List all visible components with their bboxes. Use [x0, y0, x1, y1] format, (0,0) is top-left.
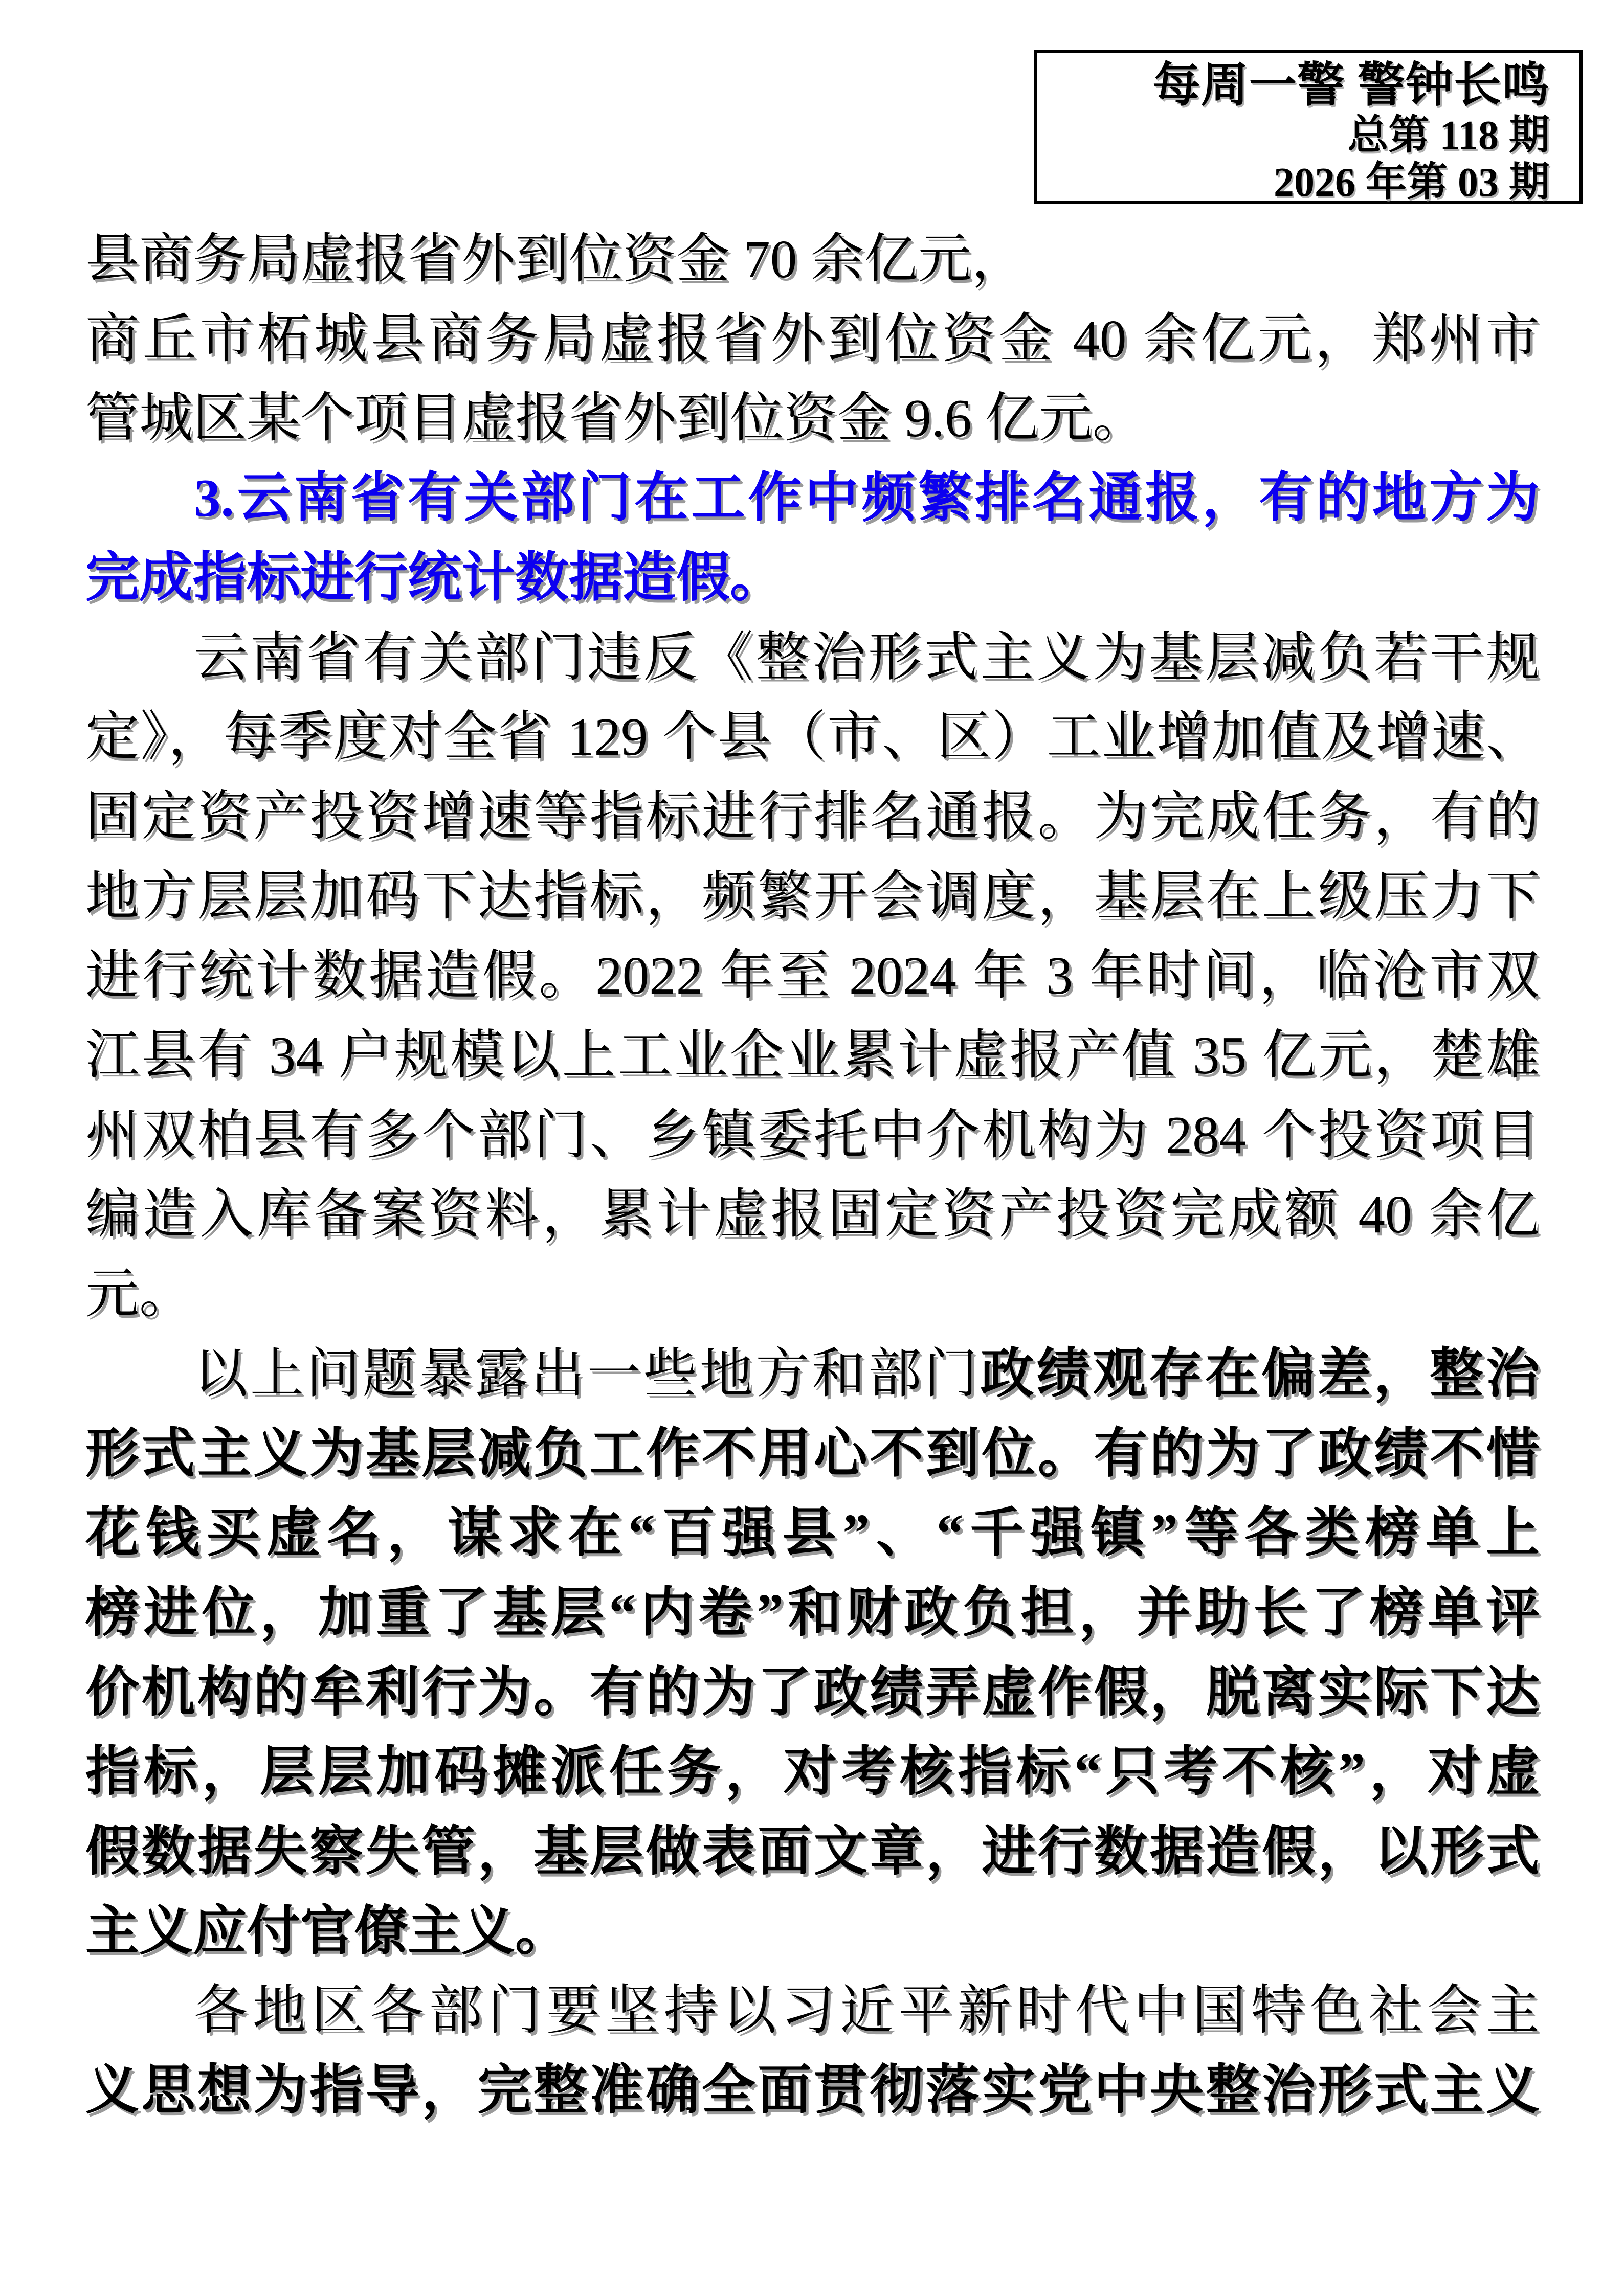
body-text: 价机构的牟利行为。有的为了政绩弄虚作假，脱离实际下达 [85, 1662, 1540, 1722]
body-text: 形式主义为基层减负工作不用心不到位。有的为了政绩不惜 [85, 1424, 1540, 1483]
text-line [85, 859, 1540, 938]
text-line [85, 1894, 1540, 1973]
body-text: 定》，每季度对全省 129 个县（市、区）工业增加值及增速、 [85, 707, 1540, 767]
body-text: 以上问题暴露出一些地方和部门 [194, 1344, 981, 1404]
body-text: 地方层层加码下达指标，频繁开会调度，基层在上级压力下 [85, 866, 1540, 926]
text-line [85, 1097, 1540, 1177]
body-text: 元。 [85, 1264, 193, 1324]
text-line [85, 620, 1540, 700]
text-line [85, 1336, 1540, 1416]
text-line [85, 380, 1540, 460]
body-text: 县商务局虚报省外到位资金 70 余亿元， [85, 229, 1026, 289]
text-line [85, 1575, 1540, 1655]
text-line [85, 1495, 1540, 1575]
body-text: 管城区某个项目虚报省外到位资金 9.6 亿元。 [85, 388, 1146, 448]
body-text: 商丘市柘城县商务局虚报省外到位资金 40 余亿元，郑州市 [85, 309, 1540, 369]
text-line [85, 1018, 1540, 1097]
body-text: 政绩观存在偏差，整治 [980, 1344, 1540, 1404]
body-text: 主义应付官僚主义。 [85, 1901, 569, 1961]
body-text: 编造入库备案资料，累计虚报固定资产投资完成额 40 余亿 [85, 1184, 1540, 1244]
body-text: 州双柏县有多个部门、乡镇委托中介机构为 284 个投资项目 [85, 1105, 1540, 1165]
body-text: 固定资产投资增速等指标进行排名通报。为完成任务，有的 [85, 786, 1540, 846]
body-text: 假数据失察失管，基层做表面文章，进行数据造假，以形式 [85, 1821, 1540, 1881]
text-line [85, 938, 1540, 1018]
text-line [85, 540, 1540, 620]
issue-total-number: 总第 118 期 [1347, 113, 1550, 158]
text-line [85, 221, 1540, 301]
highlighted-heading-text: 完成指标进行统计数据造假。 [85, 548, 784, 607]
text-line [85, 460, 1540, 540]
text-line [85, 1734, 1540, 1814]
text-line [85, 699, 1540, 779]
text-line [85, 1256, 1540, 1336]
body-text: 指标，层层加码摊派任务，对考核指标“只考不核”，对虚 [85, 1742, 1540, 1802]
text-line [85, 1973, 1540, 2053]
highlighted-heading-text: 3.云南省有关部门在工作中频繁排名通报，有的地方为 [194, 468, 1540, 528]
text-line [85, 301, 1540, 381]
text-line [85, 2053, 1540, 2132]
bulletin-title: 每周一警 警钟长鸣 [1152, 59, 1550, 112]
body-text: 榜进位，加重了基层“内卷”和财政负担，并助长了榜单评 [85, 1583, 1540, 1642]
text-line [85, 1814, 1540, 1894]
text-line [85, 1177, 1540, 1256]
issue-year-number: 2026 年第 03 期 [1274, 160, 1550, 205]
body-text: 花钱买虚名，谋求在“百强县”、“千强镇”等各类榜单上 [85, 1503, 1540, 1563]
body-text: 江县有 34 户规模以上工业企业累计虚报产值 35 亿元，楚雄 [85, 1025, 1540, 1085]
body-text: 各地区各部门要坚持以习近平新时代中国特色社会主 [194, 1980, 1540, 2040]
text-line [85, 779, 1540, 859]
text-line [85, 1416, 1540, 1496]
body-text: 义思想为指导，完整准确全面贯彻落实党中央整治形式主义 [85, 2060, 1540, 2120]
text-line [85, 1655, 1540, 1735]
body-text: 进行统计数据造假。2022 年至 2024 年 3 年时间，临沧市双 [85, 946, 1540, 1005]
body-text: 云南省有关部门违反《整治形式主义为基层减负若干规 [194, 627, 1540, 687]
